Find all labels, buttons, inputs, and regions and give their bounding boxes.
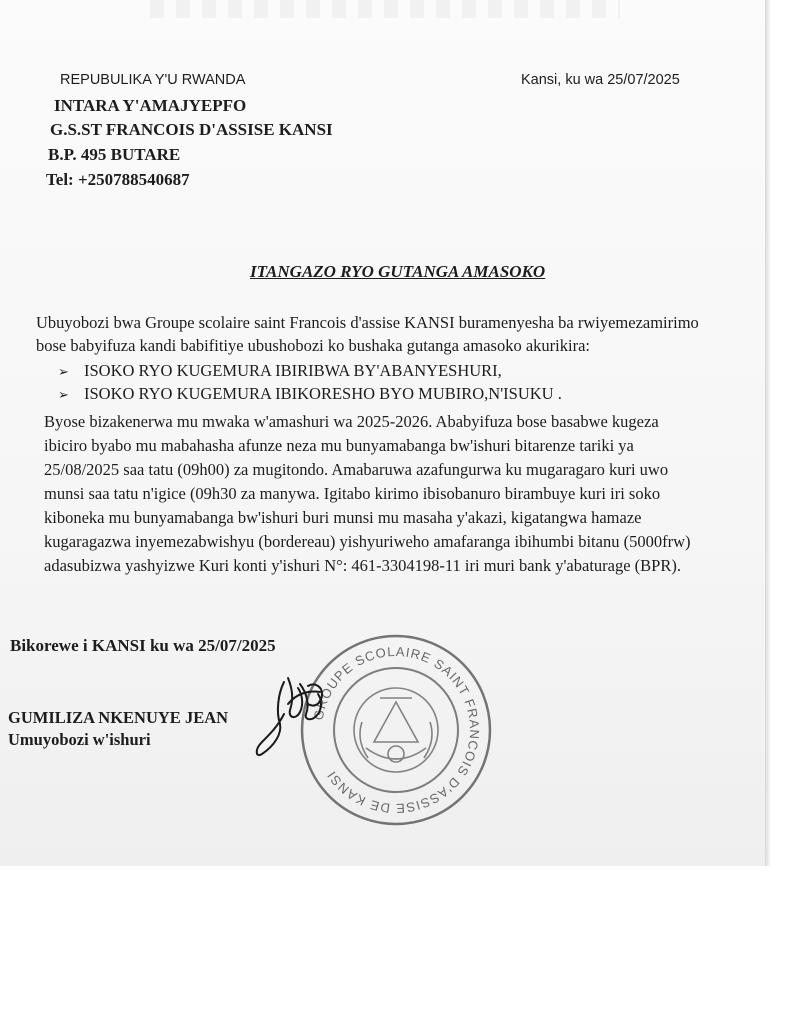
body-text-line: munsi saa tatu n'igice (09h30 za manywa. Igitabo kirimo ibisobanuro birambuye kuri iri soko: [44, 484, 661, 503]
tender-item-label: ISOKO RYO KUGEMURA IBIKORESHO BYO MUBIRO,N'ISUKU .: [84, 384, 562, 403]
republic-name: REPUBULIKA Y'U RWANDA: [60, 72, 246, 88]
intro-line: bose babyifuza kandi babifitiye ubushobozi ko bushaka gutanga amasoko akurikira:: [36, 336, 590, 355]
body-text-line: adasubizwa yashyizwe Kuri konti y'ishuri N°: 461-3304198-11 iri muri bank y'abaturage (BPR).: [44, 556, 681, 575]
document-title: ITANGAZO RYO GUTANGA AMASOKO: [250, 262, 546, 281]
body-text-line: kiboneka mu bunyamabanga bw'ishuri buri munsi mu masaha y'akazi, kigatangwa hamaze: [44, 508, 642, 527]
intro-line: Ubuyobozi bwa Groupe scolaire saint Francois d'assise KANSI buramenyesha ba rwiyemezamirimo: [36, 313, 699, 332]
signer-name: GUMILIZA NKENUYE JEAN: [8, 708, 229, 727]
tender-item: [58, 361, 502, 381]
bleed-through-text: [150, 0, 620, 18]
handwritten-signature-icon: [248, 664, 358, 764]
arrow-bullet-icon: ➢: [58, 365, 69, 380]
school-name: G.S.ST FRANCOIS D'ASSISE KANSI: [50, 120, 333, 139]
document-date: Kansi, ku wa 25/07/2025: [521, 72, 680, 88]
province-name: INTARA Y'AMAJYEPFO: [54, 96, 247, 115]
po-box: B.P. 495 BUTARE: [48, 145, 181, 164]
signer-role: Umuyobozi w'ishuri: [8, 730, 151, 749]
tender-item: [58, 384, 562, 404]
tender-item-label: ISOKO RYO KUGEMURA IBIRIBWA BY'ABANYESHURI,: [84, 361, 502, 380]
page-edge: [765, 0, 771, 866]
arrow-bullet-icon: ➢: [58, 388, 69, 403]
telephone: Tel: +250788540687: [46, 170, 190, 189]
body-text-line: ibiciro byabo mu mabahasha afunze neza mu bunyamabanga bw'ishuri bitarenze tariki ya: [44, 436, 634, 455]
body-text-line: 25/08/2025 saa tatu (09h00) za mugitondo. Amabaruwa azafungurwa ku mugaragaro kuri uwo: [44, 460, 669, 479]
body-text-line: kugaragazwa inyemezabwishyu (bordereau) yishyuriweho amafaranga ibihumbi bitanu (5000frw): [44, 532, 691, 551]
body-text-line: Byose bizakenerwa mu mwaka w'amashuri wa 2025-2026. Ababyifuza bose basabwe kugeza: [44, 412, 659, 431]
signed-place-date: Bikorewe i KANSI ku wa 25/07/2025: [10, 636, 276, 655]
svg-text:GROUPE SCOLAIRE SAINT FRANCOIS: GROUPE SCOLAIRE SAINT FRANCOIS D'ASSISE DE KANSI: [310, 643, 483, 817]
